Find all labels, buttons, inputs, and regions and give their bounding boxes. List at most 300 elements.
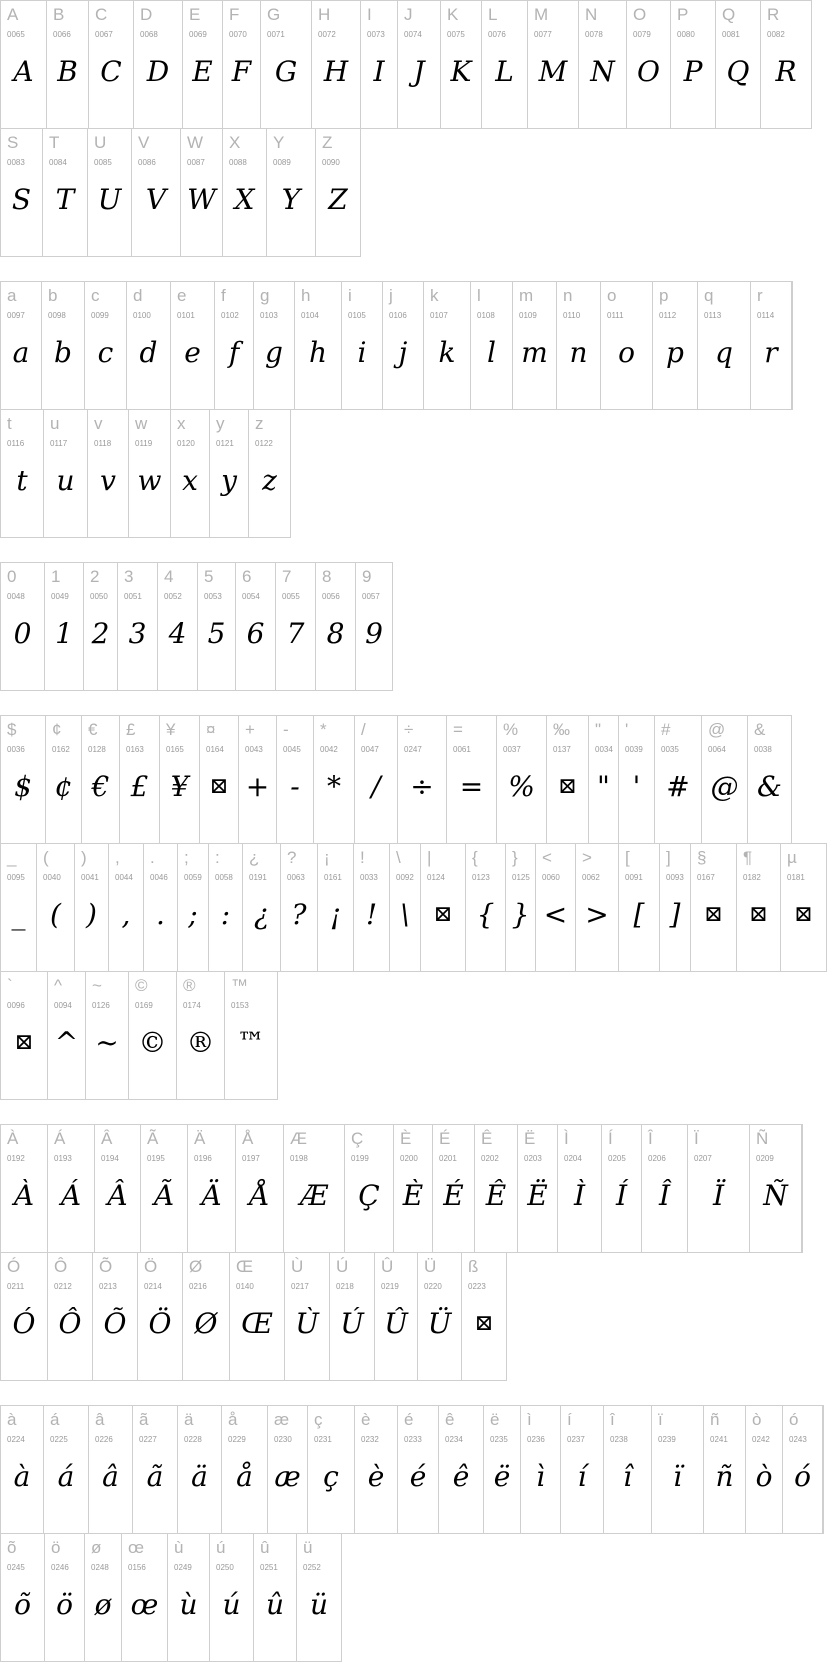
glyph-sample: i: [357, 336, 367, 369]
glyph-cell: [652, 281, 698, 410]
character-code: 0038: [754, 745, 772, 754]
glyph-cell: [284, 1252, 330, 1381]
character-code: 0068: [140, 30, 158, 39]
glyph-sample: 0: [13, 617, 32, 650]
reference-character: <: [542, 848, 552, 867]
glyph-cell: [0, 562, 45, 691]
missing-glyph-icon: ⊠: [704, 902, 723, 927]
glyph-sample: £: [130, 770, 149, 803]
character-code: 0089: [273, 158, 291, 167]
glyph-sample: y: [221, 464, 237, 497]
glyph-sample: /: [371, 770, 381, 803]
character-code: 0234: [445, 1435, 463, 1444]
glyph-sample: 1: [55, 617, 73, 650]
glyph-cell: [420, 843, 466, 972]
glyph-cell: [140, 1124, 188, 1253]
character-code: 0091: [625, 873, 643, 882]
reference-character: I: [367, 5, 372, 24]
reference-character: û: [260, 1538, 270, 1557]
reference-character: 0: [7, 567, 17, 586]
reference-character: 4: [164, 567, 174, 586]
glyph-sample: 4: [168, 617, 187, 650]
reference-character: h: [301, 286, 311, 305]
glyph-sample: a: [12, 336, 30, 369]
glyph-sample: ö: [56, 1588, 73, 1621]
character-code: 0249: [174, 1563, 192, 1572]
glyph-sample: ¿: [253, 898, 269, 931]
character-code: 0250: [216, 1563, 234, 1572]
character-code: 0072: [318, 30, 336, 39]
glyph-cell: [393, 1124, 433, 1253]
glyph-sample: o: [618, 336, 635, 369]
glyph-cell: [46, 0, 89, 129]
glyph-cell: [780, 843, 827, 972]
character-code: 0231: [314, 1435, 332, 1444]
glyph-sample: <: [543, 898, 568, 931]
character-code: 0124: [427, 873, 445, 882]
glyph-cell: [0, 1533, 45, 1662]
glyph-sample: L: [495, 55, 514, 88]
glyph-cell: [315, 128, 361, 257]
reference-character: ü: [303, 1538, 313, 1557]
glyph-sample: x: [182, 464, 198, 497]
reference-character: C: [95, 5, 108, 24]
character-code: 0216: [189, 1282, 207, 1291]
reference-character: X: [229, 133, 241, 152]
glyph-sample: ê: [452, 1460, 470, 1493]
character-code: 0044: [115, 873, 133, 882]
glyph-sample: ©: [138, 1026, 167, 1059]
glyph-sample: Â: [107, 1179, 128, 1212]
glyph-cell: [235, 562, 276, 691]
glyph-sample: I: [373, 55, 385, 88]
character-code: 0251: [260, 1563, 278, 1572]
reference-character: ø: [91, 1538, 102, 1557]
character-code: 0123: [472, 873, 490, 882]
reference-character: Ú: [336, 1257, 349, 1276]
character-code: 0214: [144, 1282, 162, 1291]
glyph-sample: Ã: [153, 1179, 175, 1212]
glyph-sample: O: [637, 55, 660, 88]
character-code: 0067: [95, 30, 113, 39]
reference-character: ;: [184, 848, 189, 867]
glyph-cell: [701, 715, 748, 844]
reference-character: Â: [101, 1129, 113, 1148]
reference-character: E: [189, 5, 201, 24]
character-code: 0247: [404, 745, 422, 754]
character-code: 0107: [430, 311, 448, 320]
character-code: 0128: [88, 745, 106, 754]
character-code: 0048: [7, 592, 25, 601]
glyph-sample: S: [11, 183, 32, 216]
character-code: 0054: [242, 592, 260, 601]
glyph-sample: â: [102, 1460, 119, 1493]
reference-character: à: [7, 1410, 17, 1429]
glyph-cell: [307, 1405, 355, 1534]
glyph-sample: ì: [536, 1460, 545, 1493]
glyph-sample: Ë: [527, 1179, 548, 1212]
glyph-cell: [0, 971, 48, 1100]
glyph-sample: ¡: [329, 898, 342, 931]
reference-character: P: [677, 5, 689, 24]
character-code: 0039: [625, 745, 643, 754]
glyph-cell: [238, 715, 277, 844]
character-code: 0217: [291, 1282, 309, 1291]
glyph-cell: [294, 281, 342, 410]
glyph-sample: ë: [493, 1460, 511, 1493]
reference-character: q: [704, 286, 714, 305]
glyph-sample: A: [13, 55, 34, 88]
character-code: 0252: [303, 1563, 321, 1572]
character-code: 0224: [7, 1435, 25, 1444]
glyph-cell: [470, 281, 513, 410]
glyph-cell: [389, 843, 421, 972]
glyph-sample: D: [146, 55, 170, 88]
character-code: 0236: [527, 1435, 545, 1444]
glyph-sample: é: [409, 1460, 427, 1493]
reference-character: J: [404, 5, 413, 24]
glyph-cell: [157, 562, 198, 691]
glyph-sample: q: [715, 336, 733, 369]
glyph-sample: e: [184, 336, 201, 369]
reference-character: 7: [282, 567, 292, 586]
reference-character: /: [361, 720, 366, 739]
glyph-cell: [483, 1405, 521, 1534]
reference-character: }: [512, 848, 518, 867]
character-code: 0071: [267, 30, 285, 39]
reference-character: Á: [54, 1129, 66, 1148]
glyph-cell: [438, 1405, 484, 1534]
glyph-cell: [520, 1405, 561, 1534]
reference-character: Ô: [54, 1257, 68, 1276]
character-code: 0220: [424, 1282, 442, 1291]
character-code: 0051: [124, 592, 142, 601]
reference-character: í: [567, 1410, 572, 1429]
reference-character: (: [43, 848, 49, 867]
character-code: 0205: [608, 1154, 626, 1163]
glyph-cell: [749, 1124, 802, 1253]
glyph-sample: R: [775, 55, 797, 88]
reference-character: õ: [7, 1538, 17, 1557]
glyph-sample: M: [538, 55, 568, 88]
reference-character: á: [50, 1410, 60, 1429]
reference-character: Ñ: [756, 1129, 769, 1148]
glyph-cell: [446, 715, 497, 844]
missing-glyph-icon: ⊠: [558, 774, 577, 799]
character-code: 0119: [135, 439, 153, 448]
glyph-cell: [527, 0, 579, 129]
glyph-cell: [108, 843, 144, 972]
reference-character: 3: [124, 567, 134, 586]
reference-character: V: [138, 133, 150, 152]
glyph-cell: [197, 562, 236, 691]
character-code: 0226: [95, 1435, 113, 1444]
glyph-cell: [397, 1405, 439, 1534]
glyph-sample: ø: [94, 1588, 112, 1621]
character-code: 0163: [126, 745, 144, 754]
character-code: 0192: [7, 1154, 25, 1163]
character-code: 0074: [404, 30, 422, 39]
character-code: 0096: [7, 1001, 25, 1010]
glyph-cell: [512, 281, 557, 410]
reference-character: #: [661, 720, 671, 739]
reference-character: Q: [722, 5, 736, 24]
glyph-cell: [397, 0, 441, 129]
reference-character: ': [625, 720, 629, 739]
glyph-cell: [670, 0, 716, 129]
reference-character: ò: [752, 1410, 762, 1429]
reference-character: K: [447, 5, 459, 24]
character-code: 0196: [194, 1154, 212, 1163]
reference-character: å: [228, 1410, 238, 1429]
glyph-sample: g: [265, 336, 283, 369]
glyph-sample: ò: [755, 1460, 773, 1493]
glyph-cell: [546, 715, 589, 844]
reference-character: ]: [666, 848, 671, 867]
glyph-cell: [209, 409, 249, 538]
glyph-sample: ù: [179, 1588, 198, 1621]
glyph-sample: Ü: [427, 1307, 452, 1340]
character-code: 0103: [260, 311, 278, 320]
glyph-sample: 6: [246, 617, 265, 650]
glyph-sample: Ö: [148, 1307, 172, 1340]
glyph-sample: Õ: [103, 1307, 127, 1340]
glyph-sample: Ì: [573, 1179, 586, 1212]
character-code: 0109: [519, 311, 537, 320]
glyph-sample: è: [367, 1460, 385, 1493]
character-code: 0237: [567, 1435, 585, 1444]
glyph-cell: [822, 1405, 824, 1534]
character-code: 0232: [361, 1435, 379, 1444]
glyph-sample: T: [55, 183, 75, 216]
glyph-sample: œ: [130, 1588, 159, 1621]
character-code: 0082: [767, 30, 785, 39]
glyph-cell: [128, 409, 171, 538]
glyph-cell: [87, 409, 129, 538]
glyph-cell: [81, 715, 120, 844]
glyph-sample: @: [710, 770, 739, 803]
glyph-cell: [0, 128, 43, 257]
glyph-cell: [253, 281, 295, 410]
glyph-sample: &: [757, 770, 782, 803]
glyph-sample: k: [438, 336, 456, 369]
glyph-sample: É: [443, 1179, 464, 1212]
character-code: 0062: [582, 873, 600, 882]
glyph-cell: [85, 971, 129, 1100]
glyph-sample: ': [632, 770, 641, 803]
glyph-sample: [: [633, 898, 645, 931]
reference-character: ß: [468, 1257, 479, 1276]
character-code: 0040: [43, 873, 61, 882]
reference-character: x: [177, 414, 186, 433]
character-code: 0088: [229, 158, 247, 167]
reference-character: Ç: [351, 1129, 364, 1148]
character-code: 0090: [322, 158, 340, 167]
glyph-cell: [283, 1124, 345, 1253]
reference-character: Ì: [564, 1129, 569, 1148]
glyph-sample: Y: [281, 183, 301, 216]
reference-character: Ø: [189, 1257, 203, 1276]
glyph-cell: [209, 1533, 254, 1662]
glyph-sample: ™: [237, 1026, 265, 1059]
character-code: 0043: [245, 745, 263, 754]
glyph-cell: [84, 281, 127, 410]
glyph-sample: ]: [669, 898, 681, 931]
reference-character: ë: [490, 1410, 500, 1429]
reference-character: y: [216, 414, 225, 433]
glyph-sample: æ: [274, 1460, 301, 1493]
glyph-sample: G: [274, 55, 298, 88]
character-code: 0174: [183, 1001, 201, 1010]
reference-character: H: [318, 5, 331, 24]
missing-glyph-icon: ⊠: [794, 902, 813, 927]
glyph-cell: [353, 843, 390, 972]
reference-character: @: [708, 720, 726, 739]
glyph-cell: [317, 843, 354, 972]
glyph-cell: [180, 128, 223, 257]
reference-character: l: [477, 286, 481, 305]
reference-character: Z: [322, 133, 333, 152]
glyph-cell: [132, 1405, 178, 1534]
glyph-sample: ¢: [54, 770, 73, 803]
glyph-cell: [618, 715, 655, 844]
glyph-sample: ): [86, 898, 97, 931]
character-code: 0153: [231, 1001, 249, 1010]
glyph-sample: u: [56, 464, 75, 497]
reference-character: Å: [242, 1129, 254, 1148]
character-code: 0213: [99, 1282, 117, 1291]
reference-character: m: [519, 286, 534, 305]
glyph-cell: [170, 281, 215, 410]
glyph-cell: [222, 128, 267, 257]
glyph-sample: 7: [286, 617, 305, 650]
glyph-sample: ï: [673, 1460, 682, 1493]
reference-character: ê: [445, 1410, 455, 1429]
glyph-sample: Å: [249, 1179, 270, 1212]
glyph-cell: [208, 843, 243, 972]
glyph-cell: [84, 1533, 122, 1662]
glyph-sample: À: [13, 1179, 35, 1212]
character-code: 0246: [51, 1563, 69, 1572]
glyph-cell: [177, 843, 209, 972]
character-code: 0060: [542, 873, 560, 882]
glyph-sample: ó: [794, 1460, 811, 1493]
reference-character: u: [50, 414, 60, 433]
character-code: 0034: [595, 745, 613, 754]
reference-character: Y: [273, 133, 285, 152]
glyph-cell: [703, 1405, 746, 1534]
glyph-cell: [266, 128, 316, 257]
glyph-cell: [329, 1252, 375, 1381]
character-code: 0075: [447, 30, 465, 39]
glyph-sample: b: [54, 336, 72, 369]
glyph-sample: Í: [615, 1179, 628, 1212]
glyph-sample: V: [145, 183, 167, 216]
glyph-sample: +: [245, 770, 270, 803]
glyph-sample: h: [308, 336, 328, 369]
reference-character: S: [7, 133, 19, 152]
glyph-sample: Ô: [58, 1307, 82, 1340]
reference-character: U: [94, 133, 107, 152]
character-code: 0111: [607, 311, 624, 320]
character-code: 0195: [147, 1154, 165, 1163]
glyph-cell: [423, 281, 471, 410]
reference-character: ¤: [206, 720, 216, 739]
character-code: 0045: [283, 745, 301, 754]
glyph-sample: W: [187, 183, 216, 216]
glyph-sample: ,: [121, 898, 131, 931]
reference-character: {: [472, 848, 478, 867]
glyph-cell: [36, 843, 75, 972]
reference-character: Ö: [144, 1257, 158, 1276]
reference-character: d: [133, 286, 143, 305]
character-code: 0049: [51, 592, 69, 601]
glyph-cell: [641, 1124, 688, 1253]
glyph-cell: [654, 715, 702, 844]
glyph-cell: [137, 1252, 183, 1381]
character-code: 0058: [215, 873, 233, 882]
character-code: 0206: [648, 1154, 666, 1163]
character-code: 0086: [138, 158, 156, 167]
glyph-cell: [651, 1405, 704, 1534]
glyph-cell: [374, 1252, 418, 1381]
reference-character: Û: [381, 1257, 394, 1276]
glyph-sample: Ê: [485, 1179, 507, 1212]
reference-character: ™: [231, 976, 248, 995]
glyph-sample: d: [139, 336, 158, 369]
character-code: 0156: [128, 1563, 146, 1572]
glyph-sample: Œ: [241, 1307, 273, 1340]
character-code: 0081: [722, 30, 740, 39]
character-code: 0050: [90, 592, 108, 601]
glyph-sample: ?: [291, 898, 307, 931]
character-code: 0087: [187, 158, 205, 167]
glyph-cell: [83, 562, 118, 691]
reference-character: L: [488, 5, 498, 24]
character-code: 0211: [7, 1282, 25, 1291]
glyph-cell: [275, 562, 316, 691]
glyph-sample: Q: [726, 55, 750, 88]
character-code: 0097: [7, 311, 25, 320]
glyph-cell: [235, 1124, 284, 1253]
character-code: 0125: [512, 873, 530, 882]
reference-character: ¢: [52, 720, 62, 739]
character-code: 0055: [282, 592, 300, 601]
glyph-sample: =: [459, 770, 484, 803]
glyph-cell: [355, 562, 393, 691]
glyph-cell: [601, 1124, 642, 1253]
glyph-sample: Ú: [340, 1307, 364, 1340]
reference-character: À: [7, 1129, 19, 1148]
glyph-sample: ü: [309, 1588, 329, 1621]
glyph-sample: Z: [328, 183, 348, 216]
glyph-cell: [417, 1252, 462, 1381]
glyph-sample: _: [11, 898, 26, 931]
reference-character: k: [430, 286, 439, 305]
character-code: 0117: [50, 439, 68, 448]
glyph-sample: ä: [191, 1460, 208, 1493]
glyph-sample: J: [413, 55, 425, 88]
character-code: 0047: [361, 745, 379, 754]
glyph-sample: m: [521, 336, 548, 369]
reference-character: =: [453, 720, 463, 739]
glyph-cell: [360, 0, 398, 129]
reference-character: Ï: [694, 1129, 699, 1148]
reference-character: ,: [115, 848, 120, 867]
reference-character: o: [607, 286, 617, 305]
glyph-cell: [0, 843, 37, 972]
character-code: 0063: [287, 873, 305, 882]
